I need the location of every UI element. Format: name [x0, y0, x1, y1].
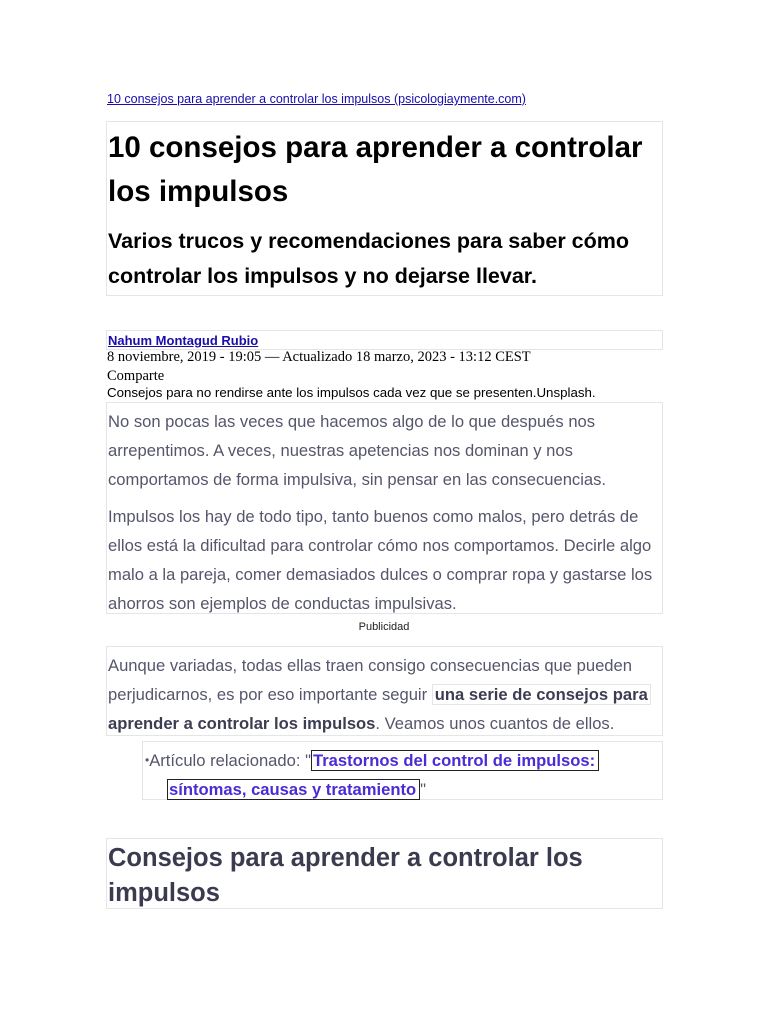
related-suffix: " [420, 780, 427, 799]
author-block [106, 330, 663, 350]
paragraph-3-block [106, 646, 663, 736]
source-link[interactable]: 10 consejos para aprender a controlar los impulsos (psicologiaymente.com) [107, 92, 526, 106]
paragraph-3 [107, 647, 662, 738]
share-button[interactable]: Comparte [107, 368, 165, 384]
section-heading-block [106, 838, 663, 909]
paragraph-3-strong-1: una serie de consejos para [432, 684, 651, 705]
title-block [106, 121, 663, 296]
section-heading: Consejos para aprender a controlar los impulsos [108, 844, 583, 907]
related-link-line-2[interactable]: síntomas, causas y tratamiento [167, 779, 420, 800]
article-subtitle: Varios trucos y recomendaciones para saber cómo controlar los impulsos y no dejarse llevar. [108, 229, 629, 288]
author-link[interactable]: Nahum Montagud Rubio [108, 333, 259, 348]
publish-dates: 8 noviembre, 2019 - 19:05 — Actualizado 18 marzo, 2023 - 13:12 CEST [107, 349, 531, 365]
paragraph-3-strong-2: aprender a controlar los impulsos [108, 714, 376, 733]
paragraph-3-tail: . Veamos unos cuantos de ellos. [375, 714, 615, 733]
paragraph-3-text: Aunque variadas, todas ellas traen consigo consecuencias que pueden perjudicarnos, es por eso importante seguir [108, 656, 632, 704]
related-prefix: Artículo relacionado: " [149, 751, 311, 770]
paragraph-1: No son pocas las veces que hacemos algo de lo que después nos arrepentimos. A veces, nuestras apetencias nos dominan y nos comportamos de forma impulsiva, sin pensar en las consecuencias. [108, 412, 607, 489]
image-caption: Consejos para no rendirse ante los impulsos cada vez que se presenten.Unsplash. [107, 385, 596, 400]
intro-block [106, 402, 663, 614]
related-article-block [142, 741, 663, 800]
bullet-icon: • [145, 753, 150, 767]
related-link-line-1[interactable]: Trastornos del control de impulsos: [311, 750, 599, 771]
ad-label: Publicidad [358, 621, 410, 633]
article-title: 10 consejos para aprender a controlar los impulsos [108, 131, 643, 208]
related-article [143, 742, 662, 804]
paragraph-2: Impulsos los hay de todo tipo, tanto buenos como malos, pero detrás de ellos está la dificultad para controlar cómo nos comportamos. Decirle algo malo a la pareja, comer demasiados dulces o comprar ropa y gastarse los ahorros son ejemplos de conductas impulsivas. [108, 507, 653, 613]
